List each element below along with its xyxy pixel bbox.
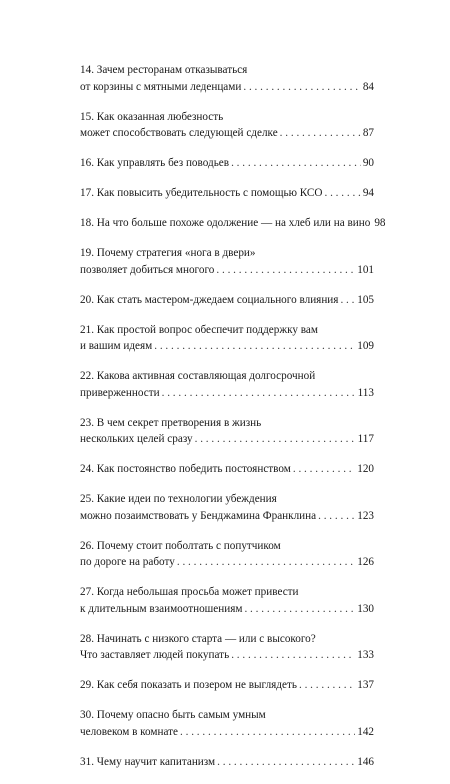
toc-entry-title: 29. Как себя показать и позером не выглядеть	[80, 679, 297, 691]
toc-entry-title: и вашим идеям	[80, 340, 153, 352]
toc-entry-title: 25. Какие идеи по технологии убеждения	[80, 493, 277, 505]
toc-entry-line	[80, 125, 374, 142]
dot-leader	[244, 601, 355, 618]
toc-entry-title: можно позаимствовать у Бенджамина Франклина	[80, 509, 317, 522]
toc-entry[interactable]	[80, 292, 374, 309]
dot-leader	[162, 385, 356, 402]
toc-entry-line	[80, 491, 374, 508]
dot-leader	[340, 292, 355, 309]
toc-entry-title: приверженности	[80, 386, 160, 399]
toc-entry-title: позволяет добиться многого	[80, 263, 215, 276]
dot-leader	[243, 79, 360, 96]
toc-entry-line	[80, 62, 374, 79]
toc-page-number: 130	[357, 602, 374, 615]
toc-page-number: 137	[357, 679, 374, 691]
toc-entry-title: 24. Как постоянство победить постоянством	[80, 463, 291, 475]
toc-entry-line	[80, 584, 374, 601]
toc-entry-title: 19. Почему стратегия «нога в двери»	[80, 247, 256, 259]
toc-entry-title: 23. В чем секрет претворения в жизнь	[80, 416, 262, 429]
dot-leader	[180, 724, 355, 741]
toc-entry-title: 27. Когда небольшая просьба может привести	[80, 586, 299, 598]
dot-leader	[217, 754, 355, 771]
dot-leader	[216, 262, 355, 279]
toc-entry-line	[80, 677, 374, 694]
toc-entry[interactable]	[80, 185, 374, 202]
toc-entry[interactable]	[80, 631, 374, 664]
toc-entry[interactable]	[80, 754, 374, 771]
toc-page-number: 109	[357, 340, 374, 352]
toc-entry-title: 20. Как стать мастером-джедаем социального влияния	[80, 293, 339, 306]
toc-entry-line	[80, 631, 374, 648]
toc-page-number: 123	[357, 509, 374, 522]
toc-page-number: 117	[357, 433, 374, 445]
toc-entry[interactable]	[80, 584, 374, 617]
toc-entry[interactable]	[80, 538, 374, 571]
toc-page-number: 84	[362, 80, 374, 93]
toc-entry[interactable]	[80, 215, 386, 232]
toc-entry[interactable]	[80, 245, 374, 278]
toc-entry-title: человеком в комнате	[80, 725, 178, 738]
toc-entry-line	[80, 262, 374, 279]
toc-page-number: 142	[357, 725, 374, 738]
toc-entry[interactable]	[80, 155, 374, 172]
toc-entry-line	[80, 155, 374, 172]
toc-entry-line	[80, 185, 374, 202]
toc-entry-line	[80, 538, 374, 555]
toc-page-number: 105	[357, 293, 374, 306]
toc-entry-title: нескольких целей сразу	[80, 433, 193, 445]
toc-entry-line	[80, 245, 374, 262]
toc-page-number: 126	[357, 556, 374, 568]
toc-entry-title: 17. Как повысить убедительность с помощью КСО	[80, 187, 323, 199]
toc-entry[interactable]	[80, 368, 374, 401]
toc-entry-title: может способствовать следующей сделке	[80, 127, 278, 139]
toc-entry-line	[80, 338, 374, 355]
toc-entry-title: 30. Почему опасно быть самым умным	[80, 709, 266, 721]
toc-entry-title: 14. Зачем ресторанам отказываться	[80, 64, 248, 76]
toc-page-number: 101	[357, 263, 374, 276]
toc-entry-title: 16. Как управлять без поводьев	[80, 157, 230, 169]
dot-leader	[231, 647, 355, 664]
toc-entry-line	[80, 554, 374, 571]
toc-entry-title: к длительным взаимоотношениям	[80, 602, 243, 615]
toc-entry[interactable]	[80, 491, 374, 524]
toc-entry-line	[80, 647, 374, 664]
dot-leader	[324, 185, 360, 202]
toc-page-number: 113	[357, 386, 374, 399]
dot-leader	[231, 155, 361, 172]
toc-entry-title: 26. Почему стоит поболтать с попутчиком	[80, 539, 281, 552]
toc-entry-line	[80, 322, 374, 339]
toc-entry-line	[80, 368, 374, 385]
toc-page-number: 133	[357, 649, 374, 661]
toc-entry[interactable]	[80, 62, 374, 95]
toc-entry[interactable]	[80, 707, 374, 740]
toc-entry-line	[80, 724, 374, 741]
toc-entry-line	[80, 385, 374, 402]
toc-entry-title: 18. На что больше похоже одолжение — на хлеб или на вино	[80, 217, 371, 229]
dot-leader	[293, 461, 355, 478]
toc-entry-line	[80, 415, 374, 432]
toc-entry-title: 28. Начинать с низкого старта — или с высокого?	[80, 632, 316, 645]
dot-leader	[318, 508, 355, 525]
toc-page-number: 146	[357, 755, 374, 768]
toc-entry-line	[80, 292, 374, 309]
toc-entry[interactable]	[80, 322, 374, 355]
dot-leader	[280, 125, 361, 142]
toc-page-number: 98	[374, 217, 386, 229]
toc-entry-title: 15. Как оказанная любезность	[80, 110, 224, 123]
toc-entry-line	[80, 215, 386, 232]
dot-leader	[195, 431, 356, 448]
toc-page-number: 90	[362, 157, 374, 169]
toc-entry[interactable]	[80, 415, 374, 448]
toc-entry-line	[80, 431, 374, 448]
toc-entry-title: Что заставляет людей покупать	[80, 649, 230, 661]
dot-leader	[154, 338, 355, 355]
table-of-contents	[80, 62, 386, 784]
dot-leader	[177, 554, 355, 571]
toc-page-number: 94	[362, 187, 374, 199]
toc-entry-title: 31. Чему научит капитанизм	[80, 755, 216, 768]
toc-entry-line	[80, 601, 374, 618]
toc-entry[interactable]	[80, 109, 374, 142]
toc-entry-title: 21. Как простой вопрос обеспечит поддержку вам	[80, 323, 318, 336]
toc-entry[interactable]	[80, 461, 374, 478]
toc-entry-line	[80, 754, 374, 771]
toc-entry-title: по дороге на работу	[80, 556, 175, 568]
toc-entry-line	[80, 109, 374, 126]
toc-entry-title: от корзины с мятными леденцами	[80, 80, 242, 93]
toc-entry-title: 22. Какова активная составляющая долгосрочной	[80, 370, 316, 382]
toc-entry-line	[80, 79, 374, 96]
toc-page-number: 87	[362, 127, 374, 139]
toc-entry-line	[80, 508, 374, 525]
toc-entry-line	[80, 707, 374, 724]
toc-entry[interactable]	[80, 677, 374, 694]
dot-leader	[299, 677, 355, 694]
toc-page-number: 120	[357, 463, 374, 475]
toc-entry-line	[80, 461, 374, 478]
